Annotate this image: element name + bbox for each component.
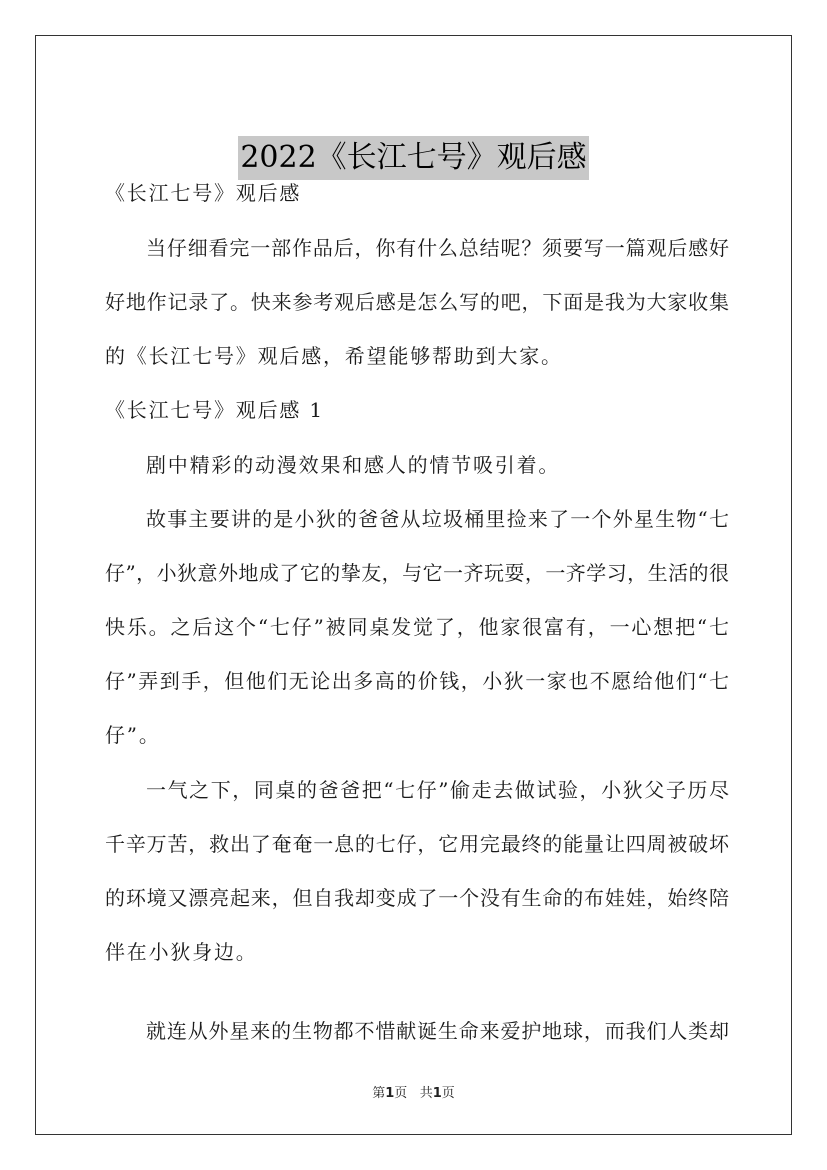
footer-total-suffix: 页 [441, 1086, 455, 1101]
footer-page-suffix: 页 [394, 1086, 408, 1101]
paragraph-line: 快乐。之后这个“七仔”被同桌发觉了，他家很富有，一心想把“七 [105, 615, 729, 639]
paragraph-line: 千辛万苦，救出了奄奄一息的七仔，它用完最终的能量让四周被破坏 [105, 832, 729, 856]
paragraph-line: 就连从外星来的生物都不惜献诞生命来爱护地球，而我们人类却 [146, 1019, 729, 1043]
footer-page-number: 1 [385, 1086, 395, 1101]
paragraph-line: 当仔细看完一部作品后，你有什么总结呢？须要写一篇观后感好 [146, 236, 729, 260]
paragraph-line: 好地作记录了。快来参考观后感是怎么写的吧，下面是我为大家收集 [105, 290, 729, 314]
paragraph-line: 故事主要讲的是小狄的爸爸从垃圾桶里捡来了一个外星生物“七 [146, 507, 729, 531]
paragraph-line: 仔”。 [105, 723, 161, 747]
section-heading: 《长江七号》观后感 [105, 181, 302, 205]
footer-total-number: 1 [432, 1086, 442, 1101]
document-title: 2022《长江七号》观后感 [238, 136, 588, 180]
paragraph-line: 剧中精彩的动漫效果和感人的情节吸引着。 [146, 453, 561, 477]
paragraph-line: 的《长江七号》观后感，希望能够帮助到大家。 [105, 344, 563, 368]
paragraph-line: 的环境又漂亮起来，但自我却变成了一个没有生命的布娃娃，始终陪 [105, 886, 729, 910]
footer-total-prefix: 共 [419, 1086, 433, 1101]
paragraph-line: 伴在小狄身边。 [105, 940, 258, 964]
paragraph-line: 仔”，小狄意外地成了它的挚友，与它一齐玩耍，一齐学习，生活的很 [105, 561, 729, 585]
paragraph-line: 仔”弄到手，但他们无论出多高的价钱，小狄一家也不愿给他们“七 [105, 669, 729, 693]
paragraph-line: 一气之下，同桌的爸爸把“七仔”偷走去做试验，小狄父子历尽 [146, 778, 729, 802]
page-footer [0, 1082, 827, 1101]
footer-page-prefix: 第 [372, 1086, 386, 1101]
section-heading: 《长江七号》观后感 1 [105, 398, 324, 422]
